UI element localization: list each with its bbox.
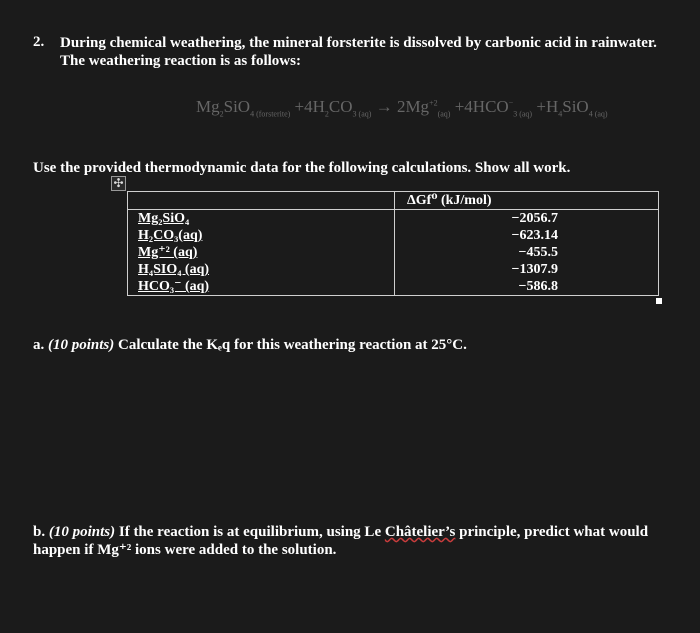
table-move-handle-icon[interactable]: ✣	[111, 176, 126, 191]
table-header-row	[128, 192, 659, 210]
table-row: Mg⁺² (aq)	[138, 245, 198, 260]
header-empty-cell	[128, 192, 395, 210]
part-b-question: b. (10 points) If the reaction is at equilibrium, using Le Châtelier’s principle, predict what would happen if Mg⁺² ions were added to the solution.	[33, 524, 649, 558]
species-column	[128, 210, 395, 296]
reaction-equation: $Mg_2SiO_{4 (forsterite)} +4H_2CO_{3 (aq)} \to 2Mg^{+2}_{(aq)} +4HCO^-_{3 (aq)} +H_4SiO_{4 (aq)}$	[196, 97, 608, 119]
table-body	[128, 210, 659, 296]
question-number: 2.	[33, 34, 45, 50]
table-cell-value: −455.5	[518, 245, 558, 260]
value-column	[395, 210, 659, 296]
table-row: H₂CO₃(aq)	[138, 228, 203, 243]
table-cell-value: −2056.7	[511, 211, 558, 226]
table-cell-value: −623.14	[511, 228, 558, 243]
question-text: During chemical weathering, the mineral forsterite is dissolved by carbonic acid in rainwater. The weathering reaction is as follows:	[60, 35, 657, 69]
spellcheck-word[interactable]: Châtelier’s	[384, 524, 456, 540]
table-cell-value: −1307.9	[511, 262, 558, 277]
table-row: Mg₂SiO₄	[138, 211, 190, 226]
table-header-delta-g: ΔGf⁰ (kJ/mol)	[395, 192, 659, 210]
instruction-text: Use the provided thermodynamic data for the following calculations. Show all work.	[33, 160, 571, 176]
reaction-arrow: →	[371, 97, 397, 116]
table-row: H₄SIO₄ (aq)	[138, 262, 210, 277]
part-a-question: a. (10 points) Calculate the Kₑq for this weathering reaction at 25°C.	[33, 337, 467, 353]
table-row: HCO₃⁻ (aq)	[138, 279, 210, 294]
table-resize-handle[interactable]	[656, 298, 662, 304]
thermodynamic-data-table	[127, 191, 659, 296]
table-cell-value: −586.8	[518, 279, 558, 294]
